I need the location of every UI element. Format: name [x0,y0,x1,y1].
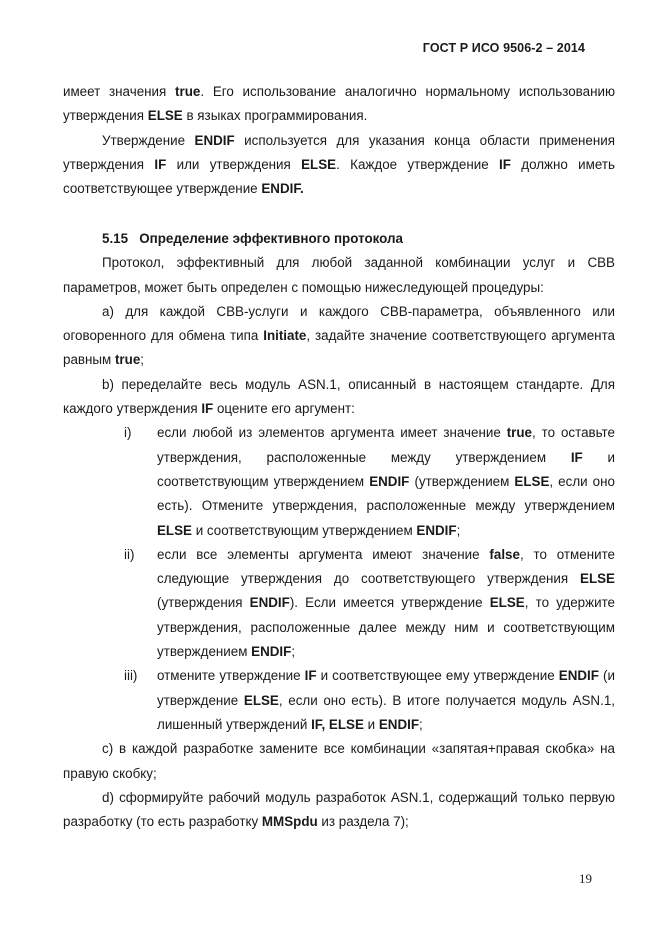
section-title: Определение эффективного протокола [139,230,403,246]
list-item-c: с) в каждой разработке замените все комбинации «запятая+правая скобка» на правую скобку; [63,741,615,781]
section-number: 5.15 [102,230,129,246]
document-body [63,80,615,834]
list-item-a: а) для каждой СВВ-услуги и каждого СВВ-параметра, объявленного или оговоренного для обмена типа Initiate, задайте значение соответствующего аргумента равным true; [63,303,615,368]
document-header: ГОСТ Р ИСО 9506-2 – 2014 [422,41,585,55]
section-heading [63,227,615,251]
sub-item-marker: iii) [124,668,138,684]
section-intro: Протокол, эффективный для любой заданной комбинации услуг и СВВ параметров, может быть определен с помощью нижеследующей процедуры: [63,255,615,295]
paragraph-endif: Утверждение ENDIF используется для указания конца области применения утверждения IF или утверждения ELSE. Каждое утверждение IF должно иметь соответствующее утверждение ENDIF. [63,132,615,197]
sub-item-marker: ii) [124,546,135,562]
sub-item-marker: i) [124,425,132,441]
sub-item-ii: ii) если все элементы аргумента имеют значение false, то отмените следующие утверждения до соответствующего утверждения ELSE (утверждения ENDIF). Если имеется утверждение ELSE, то удержите утверждения, расположенные далее между ним и соответствующим утверждением ENDIF; [63,543,615,664]
sub-item-iii: iii) отмените утверждение IF и соответствующее ему утверждение ENDIF (и утверждение ELSE, если оно есть). В итоге получается модуль ASN.1, лишенный утверждений IF, ELSE и ENDIF; [63,664,615,737]
sub-item-i: i) если любой из элементов аргумента имеет значение true, то оставьте утверждения, расположенные между утверждением IF и соответствующим утверждением ENDIF (утверждением ELSE, если оно есть). Отмените утверждения, расположенные между утверждением ELSE и соответствующим утверждением ENDIF; [63,421,615,542]
paragraph-true-usage: имеет значения true. Его использование аналогично нормальному использованию утверждения ELSE в языках программирования. [63,84,615,124]
list-item-b: b) переделайте весь модуль ASN.1, описанный в настоящем стандарте. Для каждого утверждения IF оцените его аргумент: [63,376,615,417]
page-number: 19 [579,871,592,886]
list-item-d: d) сформируйте рабочий модуль разработок ASN.1, содержащий только первую разработку (то есть разработку MMSpdu из раздела 7); [63,789,615,830]
